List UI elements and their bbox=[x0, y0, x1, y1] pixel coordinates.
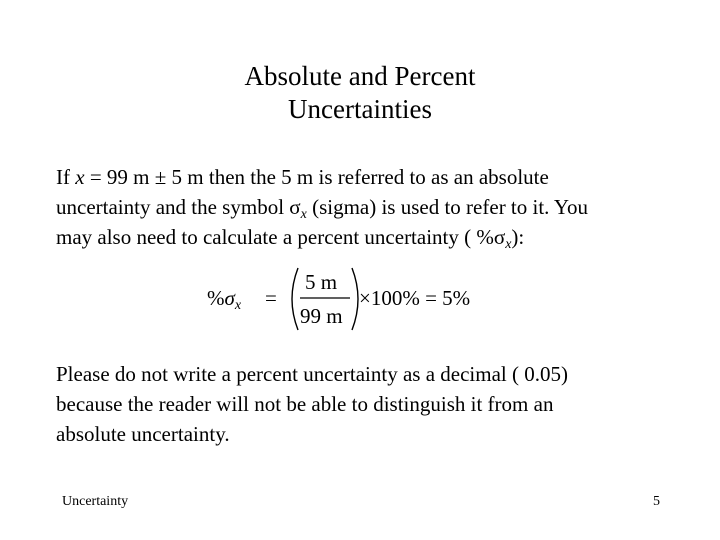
variable-x: x bbox=[75, 165, 85, 189]
lhs-percent: % bbox=[207, 286, 225, 310]
paragraph-absolute-uncertainty bbox=[56, 162, 676, 252]
equation-equals: = bbox=[265, 286, 277, 310]
equation-lhs bbox=[207, 286, 241, 311]
paragraph-2-line-1: Please do not write a percent uncertainty as a decimal ( 0.05) bbox=[56, 362, 568, 386]
left-paren bbox=[292, 268, 298, 330]
text-if: If bbox=[56, 165, 76, 189]
footer-label: Uncertainty bbox=[62, 494, 129, 509]
title-line-1: Absolute and Percent bbox=[244, 61, 476, 91]
subscript-x: x bbox=[505, 237, 512, 252]
paragraph-1-line-3 bbox=[56, 222, 676, 252]
page-number: 5 bbox=[653, 494, 660, 509]
percent-uncertainty-equation bbox=[207, 264, 487, 334]
fraction-numerator: 5 m bbox=[305, 270, 338, 294]
right-paren bbox=[352, 268, 358, 330]
text-b: ): bbox=[511, 225, 525, 249]
title-line-2: Uncertainties bbox=[288, 94, 432, 124]
slide-title bbox=[0, 60, 720, 126]
equation-rhs: ×100% = 5% bbox=[359, 286, 471, 310]
paragraph-1-line-1 bbox=[56, 162, 676, 192]
paragraph-decimal-warning bbox=[56, 359, 676, 449]
text-a: uncertainty and the symbol σ bbox=[56, 195, 301, 219]
subscript-x: x bbox=[300, 207, 307, 222]
paragraph-2-line-3: absolute uncertainty. bbox=[56, 422, 230, 446]
text-a: may also need to calculate a percent uncertainty ( %σ bbox=[56, 225, 506, 249]
lhs-sigma: σ bbox=[224, 286, 235, 310]
text-rest: = 99 m ± 5 m then the 5 m is referred to as an absolute bbox=[84, 165, 549, 189]
lhs-subscript: x bbox=[234, 298, 242, 313]
fraction-denominator: 99 m bbox=[300, 304, 343, 328]
text-b: (sigma) is used to refer to it. You bbox=[306, 195, 588, 219]
paragraph-1-line-2 bbox=[56, 192, 676, 222]
paragraph-2-line-2: because the reader will not be able to distinguish it from an bbox=[56, 392, 554, 416]
